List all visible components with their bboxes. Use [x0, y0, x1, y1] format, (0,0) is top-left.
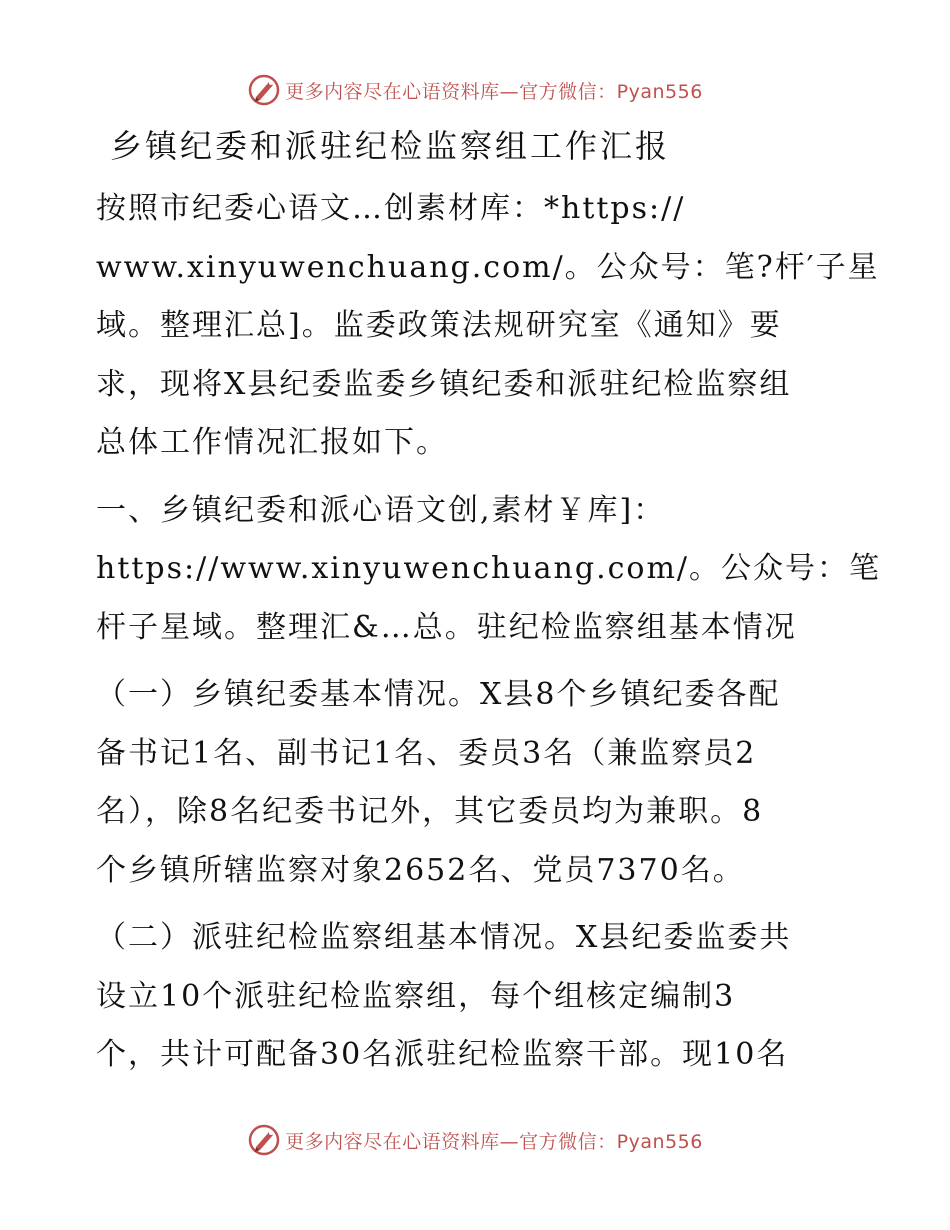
paragraph-stationed-groups — [96, 909, 852, 1085]
text-line: （二）派驻纪检监察组基本情况。X县纪委监委共 — [96, 920, 792, 955]
paragraph-intro — [96, 180, 880, 473]
section-heading-1 — [96, 482, 882, 658]
text-line: 按照市纪委心语文…创素材库：*https:// — [96, 191, 686, 226]
document-title: 乡镇纪委和派驻纪检监察组工作汇报 — [110, 127, 671, 165]
document-body — [96, 118, 882, 1094]
text-line: www.xinyuwenchuang.com/。公众号：笔?杆′子星 — [96, 249, 880, 285]
watermark-text: 更多内容尽在心语资料库—官方微信：Pyan556 — [285, 1130, 703, 1153]
pen-logo-icon — [247, 73, 281, 107]
text-line: 总体工作情况汇报如下。 — [96, 425, 448, 460]
text-line: 备书记1名、副书记1名、委员3名（兼监察员2 — [96, 735, 757, 771]
pen-logo-icon — [247, 1123, 281, 1157]
text-line: 一、乡镇纪委和派心语文创,素材￥库]： — [96, 492, 666, 528]
watermark-text: 更多内容尽在心语资料库—官方微信：Pyan556 — [285, 80, 703, 103]
text-line: 杆子星域。整理汇&…总。驻纪检监察组基本情况 — [96, 609, 797, 645]
paragraph-township-commission — [96, 666, 852, 900]
text-line: 域。整理汇总]。监委政策法规研究室《通知》要 — [96, 308, 782, 343]
footer-watermark-banner — [0, 1120, 950, 1160]
text-line: https://www.xinyuwenchuang.com/。公众号：笔 — [96, 551, 882, 586]
text-line: 求，现将X县纪委监委乡镇纪委和派驻纪检监察组 — [96, 366, 792, 402]
text-line: 名），除8名纪委书记外，其它委员均为兼职。8 — [96, 794, 764, 829]
text-line: 个，共计可配备30名派驻纪检监察干部。现10名 — [96, 1037, 789, 1072]
header-watermark-banner — [0, 70, 950, 110]
text-line: （一）乡镇纪委基本情况。X县8个乡镇纪委各配 — [96, 677, 781, 712]
text-line: 设立10个派驻纪检监察组，每个组核定编制3 — [96, 978, 736, 1014]
text-line: 个乡镇所辖监察对象2652名、党员7370名。 — [96, 852, 745, 888]
